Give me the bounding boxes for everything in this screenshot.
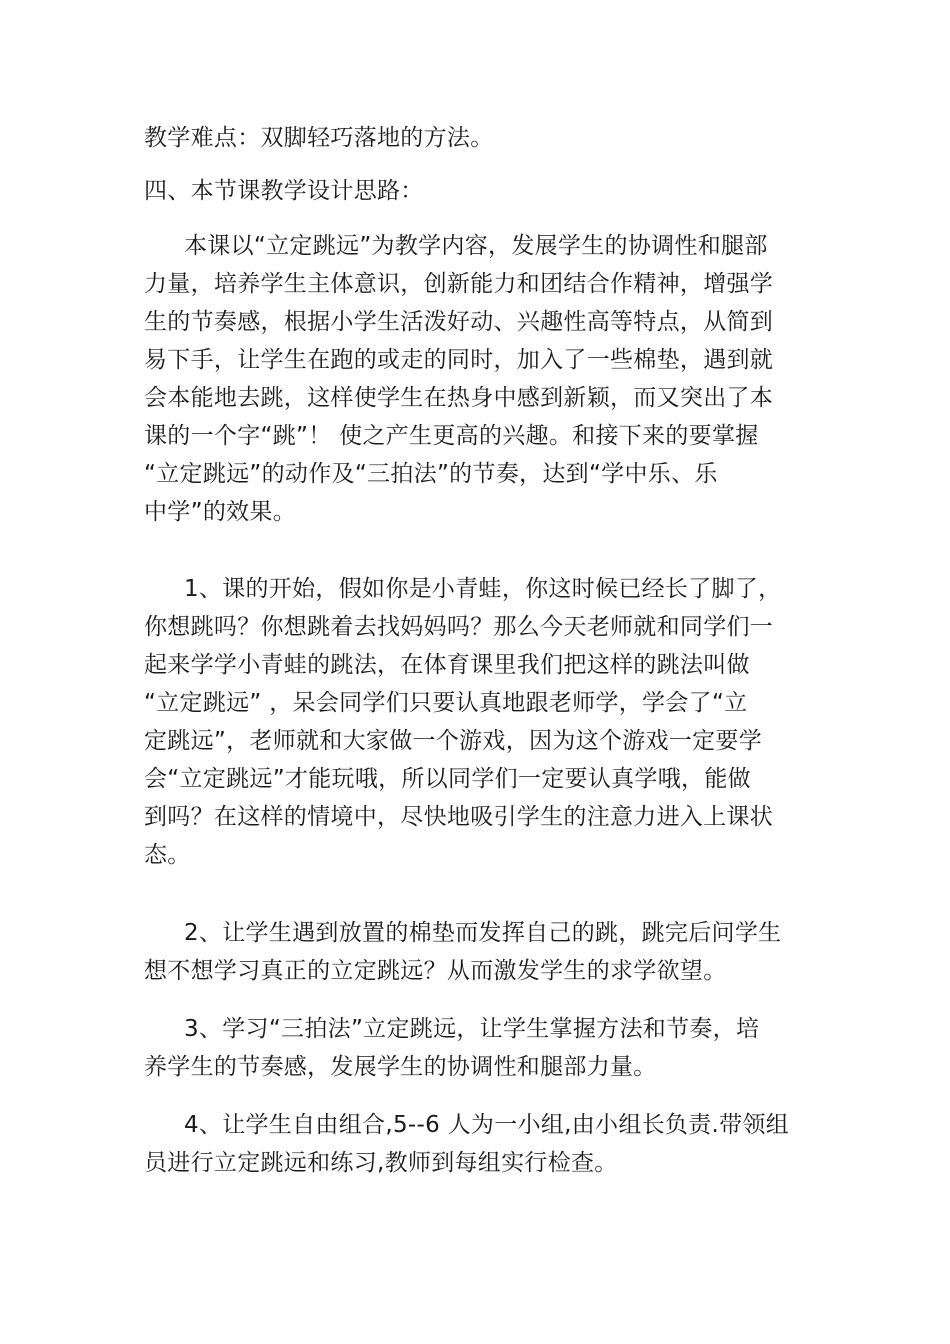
difficulty-line bbox=[144, 119, 804, 157]
paragraph-line: 生的节奏感，根据小学生活泼好动、兴趣性高等特点，从简到 bbox=[144, 309, 774, 335]
paragraph-line: “立定跳远” ，呆会同学们只要认真地跟老师学，学会了“立 bbox=[144, 690, 748, 716]
paragraph-line: 力量，培养学生主体意识，创新能力和团结合作精神，增强学 bbox=[144, 271, 774, 297]
paragraph-line: 4、让学生自由组合,5--6 人为一小组,由小组长负责.带领组 bbox=[184, 1112, 790, 1138]
paragraph-line: 到吗？在这样的情境中，尽快地吸引学生的注意力进入上课状 bbox=[144, 804, 774, 830]
paragraph-line: 员进行立定跳远和练习,教师到每组实行检查。 bbox=[144, 1150, 618, 1176]
paragraph-line: 定跳远”，老师就和大家做一个游戏，因为这个游戏一定要学 bbox=[144, 728, 763, 754]
paragraph-line: 1、课的开始，假如你是小青蛙，你这时候已经长了脚了， bbox=[184, 576, 782, 602]
paragraph-line: 易下手，让学生在跑的或走的同时，加入了一些棉垫，遇到就 bbox=[144, 347, 774, 373]
paragraph-line: 会“立定跳远”才能玩哦，所以同学们一定要认真学哦，能做 bbox=[144, 766, 751, 792]
paragraph-step-3 bbox=[144, 1010, 804, 1086]
paragraph-line: 你想跳吗？你想跳着去找妈妈吗？那么今天老师就和同学们一 bbox=[144, 614, 774, 640]
paragraph-line: 本课以“立定跳远”为教学内容，发展学生的协调性和腿部 bbox=[184, 233, 768, 259]
paragraph-line: 养学生的节奏感，发展学生的协调性和腿部力量。 bbox=[144, 1054, 657, 1080]
section-heading bbox=[144, 172, 804, 210]
paragraph-line: 课的一个字“跳”！ 使之产生更高的兴趣。和接下来的要掌握 bbox=[144, 423, 759, 449]
paragraph-line: 中学”的效果。 bbox=[144, 499, 297, 525]
section-heading-text: 四、本节课教学设计思路： bbox=[144, 178, 424, 204]
paragraph-step-1 bbox=[144, 570, 804, 874]
paragraph-line: 起来学学小青蛙的跳法，在体育课里我们把这样的跳法叫做 bbox=[144, 652, 750, 678]
paragraph-line: 想不想学习真正的立定跳远？从而激发学生的求学欲望。 bbox=[144, 958, 727, 984]
paragraph-line: 态。 bbox=[144, 842, 191, 868]
paragraph-line: “立定跳远”的动作及“三拍法”的节奏，达到“学中乐、乐 bbox=[144, 461, 718, 487]
paragraph-step-2 bbox=[144, 914, 804, 990]
paragraph-intro bbox=[144, 227, 804, 531]
paragraph-line: 2、让学生遇到放置的棉垫而发挥自己的跳，跳完后问学生 bbox=[184, 920, 782, 946]
paragraph-line: 3、学习“三拍法”立定跳远，让学生掌握方法和节奏，培 bbox=[184, 1016, 760, 1042]
paragraph-line: 会本能地去跳，这样使学生在热身中感到新颖，而又突出了本 bbox=[144, 385, 774, 411]
paragraph-step-4 bbox=[144, 1106, 804, 1182]
difficulty-text: 教学难点：双脚轻巧落地的方法。 bbox=[144, 125, 494, 151]
